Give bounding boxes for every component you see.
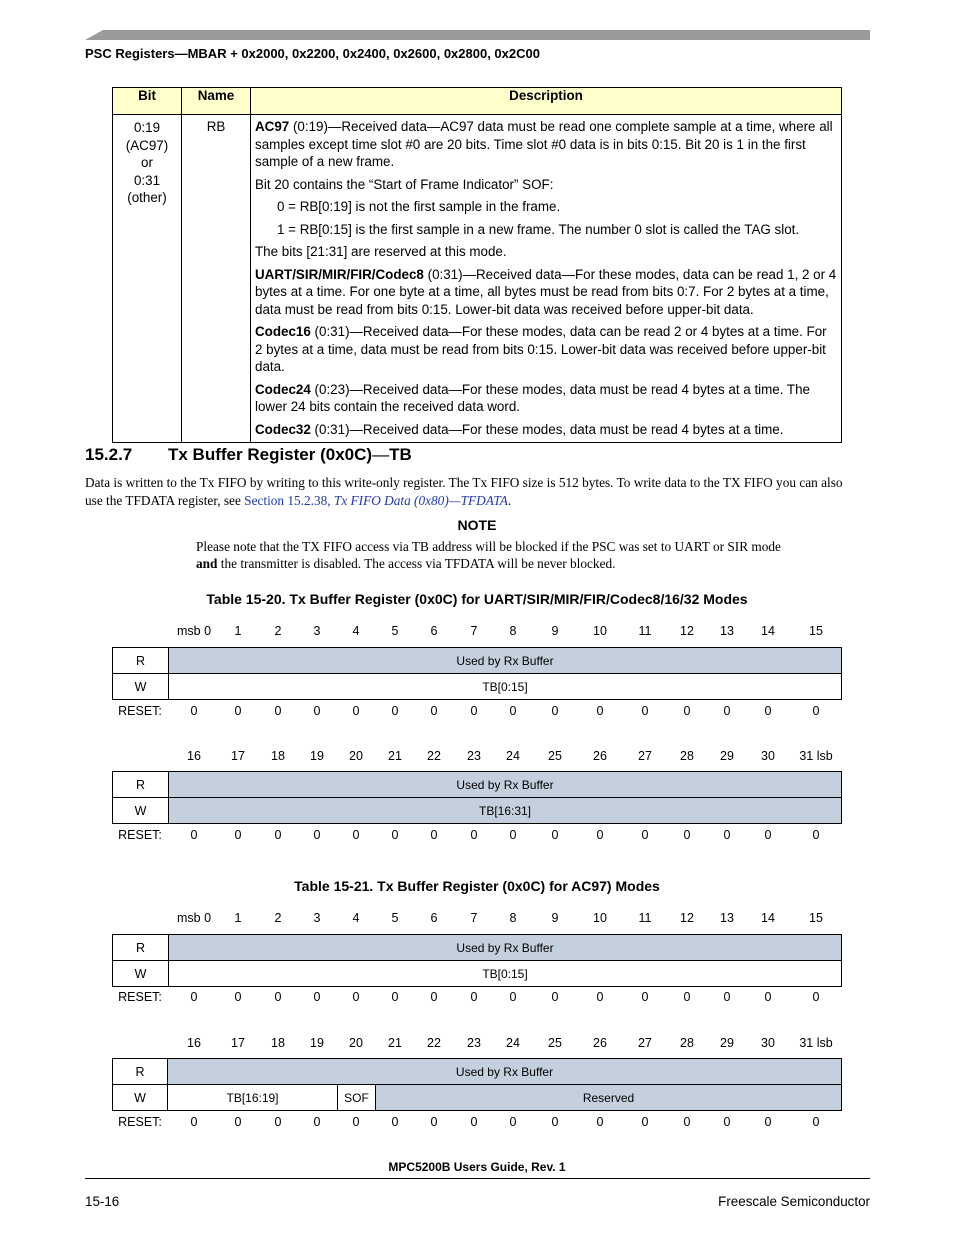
reset-value: 0	[391, 704, 399, 718]
bit-number: 24	[506, 1036, 520, 1050]
bit-number: msb 0	[176, 624, 212, 638]
sof-0: 0 = RB[0:19] is not the first sample in the frame.	[277, 199, 561, 214]
bit-number: 29	[720, 749, 734, 763]
reset-value: 0	[190, 990, 198, 1004]
bit-numbers-row	[112, 749, 843, 765]
body-text-1: Data is written to the Tx FIFO by writing to this write-only register. The Tx FIFO size is 512 bytes. To write data to the TX FIFO you can also use the TFDATA register, see	[85, 475, 843, 508]
rb-description-table	[112, 87, 842, 443]
reset-value: 0	[313, 828, 321, 842]
note-bold: and	[196, 556, 218, 571]
reset-value: 0	[596, 828, 604, 842]
reset-value: 0	[430, 1115, 438, 1129]
bit-numbers-row	[112, 1036, 843, 1052]
bit-numbers-row	[112, 624, 843, 640]
sof-1: 1 = RB[0:15] is the first sample in a new frame. The number 0 slot is called the TAG slot.	[277, 221, 800, 237]
footer-rule	[85, 1178, 870, 1179]
row-label-r: R	[113, 1059, 168, 1085]
reset-value: 0	[234, 828, 242, 842]
note-text-1: Please note that the TX FIFO access via TB address will be blocked if the PSC was set to UART or SIR mode	[196, 539, 781, 554]
bit-number: 21	[388, 749, 402, 763]
bit-number: 25	[548, 749, 562, 763]
bit-number: 22	[427, 1036, 441, 1050]
write-field: TB[16:31]	[169, 798, 842, 824]
reset-value: 0	[683, 828, 691, 842]
ac97-label: AC97	[255, 119, 290, 134]
bit-number: 23	[467, 1036, 481, 1050]
reset-value: 0	[764, 990, 772, 1004]
bit-number: 15	[809, 911, 823, 925]
bit-number: 30	[761, 1036, 775, 1050]
bit-number: 9	[551, 624, 559, 638]
bit-number: 13	[720, 911, 734, 925]
reset-label: RESET:	[118, 990, 162, 1004]
reset-value: 0	[641, 704, 649, 718]
reset-value: 0	[313, 990, 321, 1004]
running-header: PSC Registers—MBAR + 0x2000, 0x2200, 0x2400, 0x2600, 0x2800, 0x2C00	[85, 46, 540, 61]
bit-number: 31 lsb	[799, 1036, 833, 1050]
bit-number: 13	[720, 624, 734, 638]
table-21-caption: Table 15-21. Tx Buffer Register (0x0C) for AC97) Modes	[294, 878, 660, 894]
bit-number: 2	[274, 624, 282, 638]
row-label-r: R	[113, 772, 169, 798]
section-number: 15.2.7	[85, 445, 133, 464]
reset-value: 0	[551, 1115, 559, 1129]
reset-value: 0	[234, 1115, 242, 1129]
reset-label: RESET:	[118, 1115, 162, 1129]
bit-number: 25	[548, 1036, 562, 1050]
codec32-label: Codec32	[255, 421, 311, 437]
register-grid	[112, 934, 842, 987]
uart-label: UART/SIR/MIR/FIR/Codec8	[255, 266, 424, 282]
col-header-bit: Bit	[113, 88, 182, 115]
bit-number: 18	[271, 749, 285, 763]
bit-number: 4	[352, 624, 360, 638]
reset-value: 0	[313, 1115, 321, 1129]
bit-number: 28	[680, 1036, 694, 1050]
bit-number: 14	[761, 911, 775, 925]
reset-value: 0	[313, 704, 321, 718]
reset-value: 0	[190, 828, 198, 842]
sof-intro: Bit 20 contains the “Start of Frame Indicator” SOF:	[255, 176, 554, 192]
bit-number: 15	[809, 624, 823, 638]
bit-number: 12	[680, 624, 694, 638]
section-title-dash: —	[372, 445, 390, 464]
reset-value: 0	[274, 1115, 282, 1129]
reset-value: 0	[391, 828, 399, 842]
bit-number: 14	[761, 624, 775, 638]
bit-number: 5	[391, 624, 399, 638]
section-heading	[85, 445, 412, 465]
reset-value: 0	[352, 704, 360, 718]
reset-value: 0	[470, 704, 478, 718]
reset-value: 0	[234, 704, 242, 718]
reset-value: 0	[430, 828, 438, 842]
reset-value: 0	[190, 704, 198, 718]
reset-value: 0	[723, 1115, 731, 1129]
reset-value: 0	[641, 828, 649, 842]
reset-row	[112, 704, 843, 720]
reset-value: 0	[352, 1115, 360, 1129]
bit-number: 12	[680, 911, 694, 925]
bit-number: 17	[231, 1036, 245, 1050]
reset-label: RESET:	[118, 828, 162, 842]
reset-value: 0	[596, 704, 604, 718]
row-label-w: W	[113, 961, 169, 987]
bit-number: 1	[234, 624, 242, 638]
register-grid	[112, 1058, 842, 1111]
reset-value: 0	[723, 704, 731, 718]
reset-value: 0	[470, 828, 478, 842]
reset-row	[112, 828, 843, 844]
reset-value: 0	[274, 704, 282, 718]
table-20-caption: Table 15-20. Tx Buffer Register (0x0C) for UART/SIR/MIR/FIR/Codec8/16/32 Modes	[206, 591, 748, 607]
bit-numbers-row	[112, 911, 843, 927]
codec16-label: Codec16	[255, 324, 311, 339]
row-label-w: W	[113, 798, 169, 824]
bit-number: msb 0	[176, 911, 212, 925]
footer-doc-title: MPC5200B Users Guide, Rev. 1	[388, 1160, 566, 1174]
write-field-tb: TB[16:19]	[168, 1085, 338, 1111]
reset-value: 0	[190, 1115, 198, 1129]
reset-value: 0	[509, 828, 517, 842]
write-field: TB[0:15]	[169, 961, 842, 987]
reset-value: 0	[764, 704, 772, 718]
register-grid	[112, 771, 842, 824]
reset-row	[112, 1115, 843, 1131]
body-text-2: .	[507, 493, 512, 508]
footer-company: Freescale Semiconductor	[718, 1194, 870, 1209]
bit-number: 6	[430, 911, 438, 925]
bit-number: 8	[509, 624, 517, 638]
bit-number: 24	[506, 749, 520, 763]
bit-number: 27	[638, 1036, 652, 1050]
bit-number: 1	[234, 911, 242, 925]
reset-value: 0	[812, 1115, 820, 1129]
bit-cell	[113, 115, 182, 443]
bit-number: 10	[593, 624, 607, 638]
bit-number: 7	[470, 911, 478, 925]
write-field-sof: SOF	[338, 1085, 376, 1111]
bit-number: 30	[761, 749, 775, 763]
codec32-text: (0:31)—Received data—For these modes, data must be read 4 bytes at a time.	[310, 421, 784, 437]
page-number: 15-16	[85, 1194, 120, 1209]
section-link[interactable]	[244, 493, 508, 508]
bit-number: 22	[427, 749, 441, 763]
bit-number: 21	[388, 1036, 402, 1050]
reset-row	[112, 990, 843, 1006]
reset-value: 0	[812, 990, 820, 1004]
uart-text: (0:31)—Received data—For these modes, data can be read 1, 2 or 4 bytes at a time. For one byte at a time, all bytes must be read from bits 0:7. For 2 bytes at a time, data must be read from bits 0:15. Lower-bit data was received before upper-bit data.	[255, 266, 837, 317]
col-header-name: Name	[182, 88, 251, 115]
write-field-reserved: Reserved	[376, 1085, 842, 1111]
bit-number: 11	[638, 911, 652, 925]
reset-value: 0	[596, 1115, 604, 1129]
reset-value: 0	[352, 990, 360, 1004]
reset-value: 0	[274, 828, 282, 842]
bit-number: 18	[271, 1036, 285, 1050]
ac97-text: (0:19)—Received data—AC97 data must be read one complete sample at a time, where all samples except time slot #0 are 20 bits. Time slot #0 data is in bits 0:15. Bit 20 is 1 in the first sample of a new frame.	[255, 119, 833, 169]
bit-number: 31 lsb	[799, 749, 833, 763]
row-label-w: W	[113, 674, 169, 700]
read-field: Used by Rx Buffer	[168, 1059, 842, 1085]
header-bar	[85, 30, 870, 40]
bit-line: (AC97)	[125, 137, 169, 153]
reset-value: 0	[683, 990, 691, 1004]
bit-number: 16	[187, 749, 201, 763]
reset-value: 0	[430, 704, 438, 718]
bit-line: 0:19	[133, 120, 161, 135]
reset-value: 0	[470, 1115, 478, 1129]
row-label-r: R	[113, 935, 169, 961]
reset-value: 0	[551, 990, 559, 1004]
bit-line: 0:31	[133, 172, 161, 188]
bit-number: 17	[231, 749, 245, 763]
reset-label: RESET:	[118, 704, 162, 718]
link-title[interactable]: Tx FIFO Data (0x80)—TFDATA	[333, 493, 508, 508]
codec24-text: (0:23)—Received data—For these modes, data must be read 4 bytes at a time. The lower 24 bits contain the received data word.	[255, 381, 811, 414]
bit-number: 19	[310, 749, 324, 763]
bit-number: 26	[593, 749, 607, 763]
reset-value: 0	[470, 990, 478, 1004]
body-paragraph	[85, 474, 861, 510]
bit-number: 23	[467, 749, 481, 763]
note-title: NOTE	[457, 517, 497, 533]
reset-value: 0	[723, 990, 731, 1004]
note-text-2: the transmitter is disabled. The access via TFDATA will be never blocked.	[217, 556, 616, 571]
reset-value: 0	[352, 828, 360, 842]
codec24-label: Codec24	[255, 381, 311, 397]
section-title-b: TB	[389, 445, 412, 464]
bit-line: or	[141, 155, 153, 170]
read-field: Used by Rx Buffer	[169, 648, 842, 674]
reset-value: 0	[596, 990, 604, 1004]
bit-number: 11	[638, 624, 652, 638]
reset-value: 0	[391, 1115, 399, 1129]
bit-number: 20	[349, 1036, 363, 1050]
bit-number: 29	[720, 1036, 734, 1050]
bit-number: 3	[313, 624, 321, 638]
bit-number: 16	[187, 1036, 201, 1050]
read-field: Used by Rx Buffer	[169, 935, 842, 961]
bit-number: 4	[352, 911, 360, 925]
bit-number: 6	[430, 624, 438, 638]
reserved-note: The bits [21:31] are reserved at this mode.	[255, 244, 507, 259]
bit-number: 2	[274, 911, 282, 925]
bit-number: 28	[680, 749, 694, 763]
link-section[interactable]: Section 15.2.38,	[244, 493, 334, 508]
bit-number: 27	[638, 749, 652, 763]
name-cell: RB	[182, 115, 251, 443]
reset-value: 0	[234, 990, 242, 1004]
bit-number: 8	[509, 911, 517, 925]
reset-value: 0	[391, 990, 399, 1004]
bit-number: 19	[310, 1036, 324, 1050]
row-label-r: R	[113, 648, 169, 674]
row-label-w: W	[113, 1085, 168, 1111]
note-text	[196, 538, 796, 572]
reset-value: 0	[430, 990, 438, 1004]
reset-value: 0	[509, 990, 517, 1004]
reset-value: 0	[641, 990, 649, 1004]
reset-value: 0	[274, 990, 282, 1004]
bit-number: 26	[593, 1036, 607, 1050]
reset-value: 0	[551, 828, 559, 842]
col-header-description: Description	[251, 88, 842, 115]
bit-line: (other)	[127, 190, 167, 205]
write-field: TB[0:15]	[169, 674, 842, 700]
reset-value: 0	[683, 704, 691, 718]
reset-value: 0	[683, 1115, 691, 1129]
reset-value: 0	[764, 828, 772, 842]
reset-value: 0	[551, 704, 559, 718]
reset-value: 0	[641, 1115, 649, 1129]
bit-number: 5	[391, 911, 399, 925]
section-title-a: Tx Buffer Register (0x0C)	[168, 445, 373, 464]
reset-value: 0	[509, 704, 517, 718]
description-cell	[251, 115, 842, 443]
reset-value: 0	[812, 828, 820, 842]
reset-value: 0	[812, 704, 820, 718]
reset-value: 0	[723, 828, 731, 842]
read-field: Used by Rx Buffer	[169, 772, 842, 798]
register-grid	[112, 647, 842, 700]
bit-number: 9	[551, 911, 559, 925]
reset-value: 0	[509, 1115, 517, 1129]
bit-number: 10	[593, 911, 607, 925]
reset-value: 0	[764, 1115, 772, 1129]
codec16-text: (0:31)—Received data—For these modes, data can be read 2 or 4 bytes at a time. For 2 bytes at a time, data must be read from bits 0:15. Lower-bit data was received before upper-bit data.	[255, 324, 827, 374]
bit-number: 3	[313, 911, 321, 925]
bit-number: 7	[470, 624, 478, 638]
bit-number: 20	[349, 749, 363, 763]
